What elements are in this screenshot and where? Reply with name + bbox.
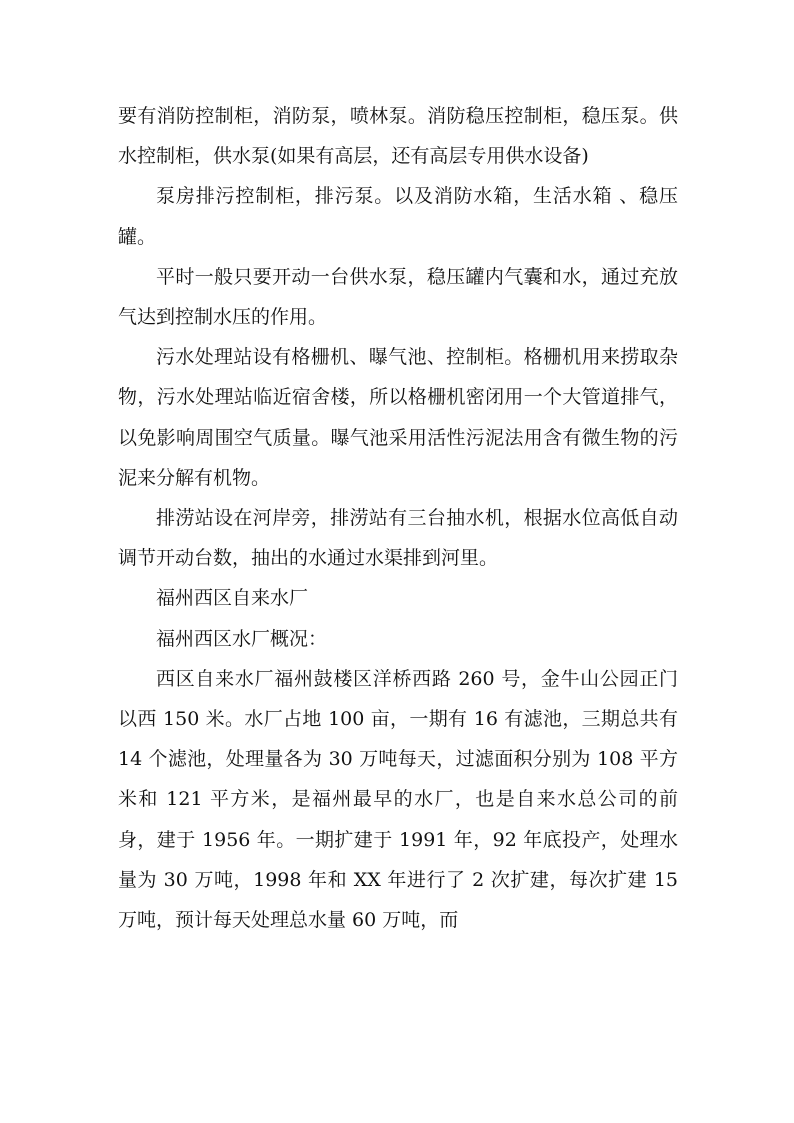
- section-subheading-overview: 福州西区水厂概况：: [156, 627, 328, 650]
- paragraph-waterworks-overview: 西区自来水厂福州鼓楼区洋桥西路 260 号，金牛山公园正门以西 150 米。水厂占地 100 亩，一期有 16 有滤池，三期总共有 14 个滤池，处理量各为 30 万吨每天，过滤面积分别为 108 平方米和 121 平方米，是福州最早的水厂，也是自来水总公司的前身，建于 1956 年。一期扩建于 1991 年，92 年底投产，处理水量为 30 万吨，1998 年和 XX 年进行了 2 次扩建，每次扩建 15 万吨，预计每天处理总水量 60 万吨，而: [118, 667, 678, 932]
- paragraph-sewage-station: 污水处理站设有格栅机、曝气池、控制柜。格栅机用来捞取杂物，污水处理站临近宿舍楼，所以格栅机密闭用一个大管道排气，以免影响周围空气质量。曝气池采用活性污泥法用含有微生物的污泥来分解有机物。: [118, 346, 678, 489]
- paragraph-pump-room: 泵房排污控制柜，排污泵。以及消防水箱，生活水箱 、稳压罐。: [118, 185, 678, 248]
- section-heading-waterworks: 福州西区自来水厂: [156, 587, 309, 610]
- paragraph-pressure-control: 平时一般只要开动一台供水泵，稳压罐内气囊和水，通过充放气达到控制水压的作用。: [118, 265, 678, 329]
- document-body: [118, 96, 678, 940]
- paragraph-drainage-station: 排涝站设在河岸旁，排涝站有三台抽水机，根据水位高低自动调节开动台数，抽出的水通过水渠排到河里。: [118, 507, 678, 570]
- paragraph-equipment-list: 要有消防控制柜，消防泵，喷林泵。消防稳压控制柜，稳压泵。供水控制柜，供水泵(如果有高层，还有高层专用供水设备): [118, 105, 678, 168]
